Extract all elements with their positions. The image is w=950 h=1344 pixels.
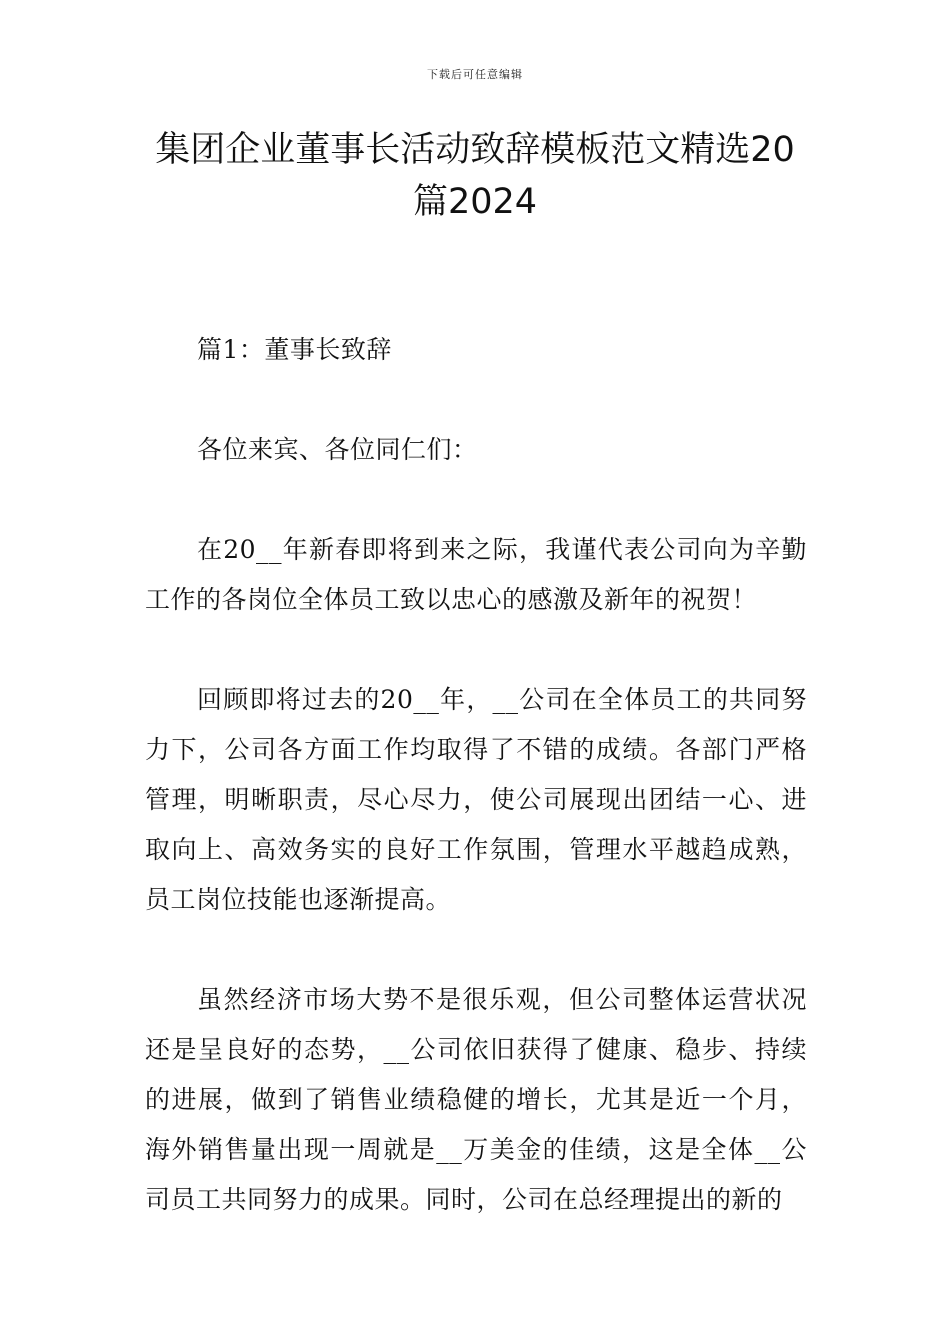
paragraph-1: 在20__年新春即将到来之际，我谨代表公司向为辛勤工作的各岗位全体员工致以忠心的感激及新年的祝贺！ xyxy=(145,535,807,614)
page-header-note: 下载后可任意编辑 xyxy=(427,68,523,81)
document-title: 集团企业董事长活动致辞模板范文精选20篇2024 xyxy=(155,130,795,222)
paragraph-3: 虽然经济市场大势不是很乐观，但公司整体运营状况还是呈良好的态势，__公司依旧获得了健康、稳步、持续的进展，做到了销售业绩稳健的增长，尤其是近一个月，海外销售量出现一周就是__万美金的佳绩，这是全体__公司员工共同努力的成果。同时，公司在总经理提出的新的 xyxy=(145,985,807,1214)
salutation: 各位来宾、各位同仁们： xyxy=(197,435,478,464)
section-heading: 篇1：董事长致辞 xyxy=(197,335,392,364)
paragraph-2: 回顾即将过去的20__年，__公司在全体员工的共同努力下，公司各方面工作均取得了不错的成绩。各部门严格管理，明晰职责，尽心尽力，使公司展现出团结一心、进取向上、高效务实的良好工作氛围，管理水平越趋成熟，员工岗位技能也逐渐提高。 xyxy=(145,685,807,914)
